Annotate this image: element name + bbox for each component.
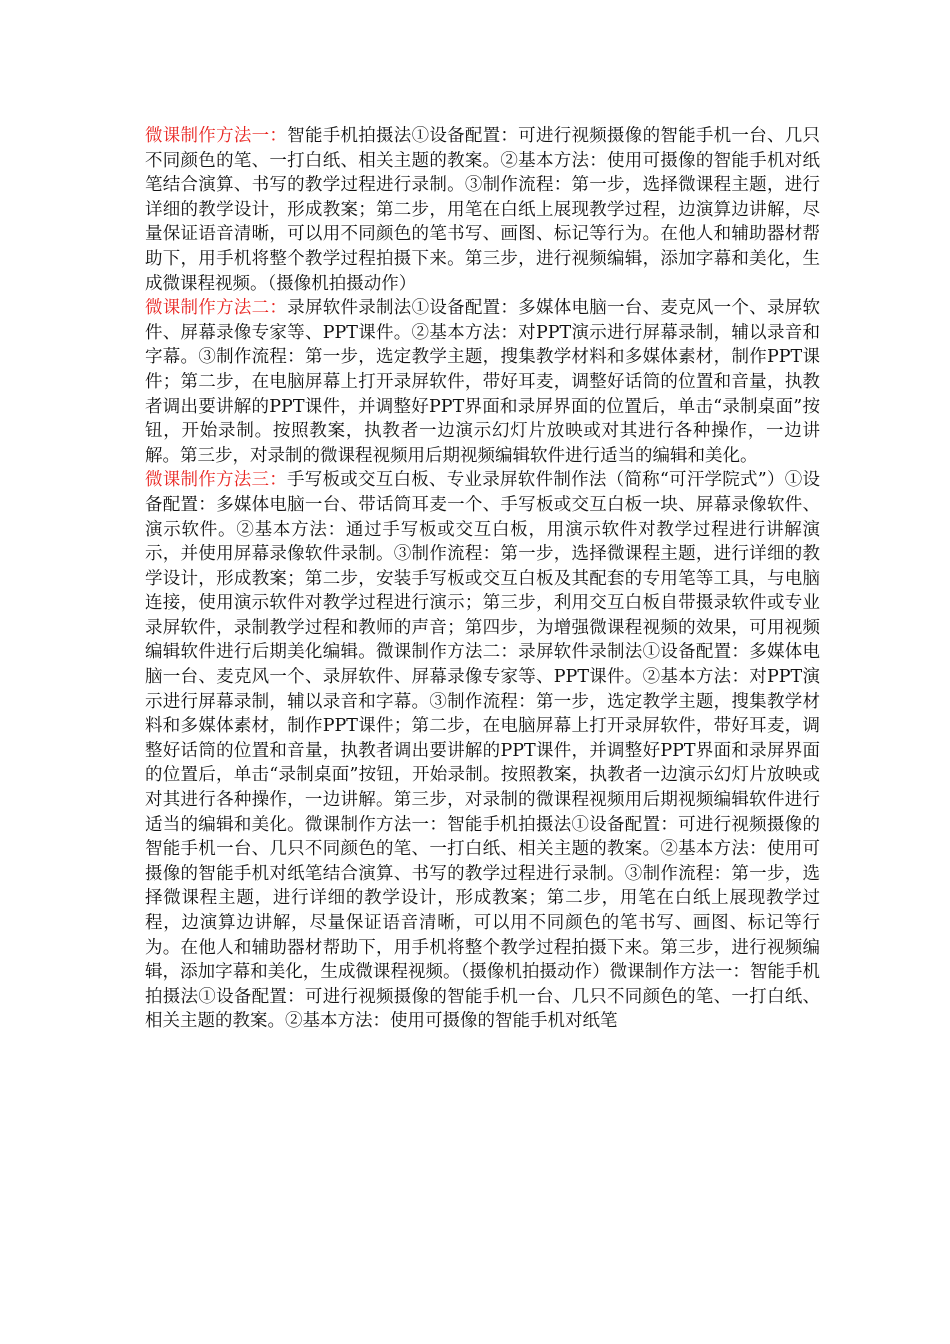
section-body: 智能手机拍摄法①设备配置：可进行视频摄像的智能手机一台、几只不同颜色的笔、一打白纸、相关主题的教案。②基本方法：使用可摄像的智能手机对纸笔结合演算、书写的教学过程进行录制。③制作流程：第一步，选择微课程主题，进行详细的教学设计，形成教案；第二步，用笔在白纸上展现教学过程，边演算边讲解，尽量保证语音清晰，可以用不同颜色的笔书写、画图、标记等行为。在他人和辅助器材帮助下，用手机将整个教学过程拍摄下来。第三步，进行视频编辑，添加字幕和美化，生成微课程视频。（摄像机拍摄动作） xyxy=(145,126,821,294)
section-body: 录屏软件录制法①设备配置：多媒体电脑一台、麦克风一个、录屏软件、屏幕录像专家等、PPT课件。②基本方法：对PPT演示进行屏幕录制，辅以录音和字幕。③制作流程：第一步，选定教学主题，搜集教学材料和多媒体素材，制作PPT课件；第二步，在电脑屏幕上打开录屏软件，带好耳麦，调整好话筒的位置和音量，执教者调出要讲解的PPT课件，并调整好PPT界面和录屏界面的位置后，单击“录制桌面”按钮，开始录制。按照教案，执教者一边演示幻灯片放映或对其进行各种操作，一边讲解。第三步，对录制的微课程视频用后期视频编辑软件进行适当的编辑和美化。 xyxy=(145,298,821,466)
section-method-two xyxy=(145,296,820,468)
section-body: 手写板或交互白板、专业录屏软件制作法（简称“可汗学院式”）①设备配置：多媒体电脑一台、带话筒耳麦一个、手写板或交互白板一块、屏幕录像软件、演示软件。②基本方法：通过手写板或交互白板，用演示软件对教学过程进行讲解演示，并使用屏幕录像软件录制。③制作流程：第一步，选择微课程主题，进行详细的教学设计，形成教案；第二步，安装手写板或交互白板及其配套的专用笔等工具，与电脑连接，使用演示软件对教学过程进行演示；第三步，利用交互白板自带摄录软件或专业录屏软件，录制教学过程和教师的声音；第四步，为增强微课程视频的效果，可用视频编辑软件进行后期美化编辑。微课制作方法二：录屏软件录制法①设备配置：多媒体电脑一台、麦克风一个、录屏软件、屏幕录像专家等、PPT课件。②基本方法：对PPT演示进行屏幕录制，辅以录音和字幕。③制作流程：第一步，选定教学主题，搜集教学材料和多媒体素材，制作PPT课件；第二步，在电脑屏幕上打开录屏软件，带好耳麦，调整好话筒的位置和音量，执教者调出要讲解的PPT课件，并调整好PPT界面和录屏界面的位置后，单击“录制桌面”按钮，开始录制。按照教案，执教者一边演示幻灯片放映或对其进行各种操作，一边讲解。第三步，对录制的微课程视频用后期视频编辑软件进行适当的编辑和美化。微课制作方法一：智能手机拍摄法①设备配置：可进行视频摄像的智能手机一台、几只不同颜色的笔、一打白纸、相关主题的教案。②基本方法：使用可摄像的智能手机对纸笔结合演算、书写的教学过程进行录制。③制作流程：第一步，选择微课程主题，进行详细的教学设计，形成教案；第二步，用笔在白纸上展现教学过程，边演算边讲解，尽量保证语音清晰，可以用不同颜色的笔书写、画图、标记等行为。在他人和辅助器材帮助下，用手机将整个教学过程拍摄下来。第三步，进行视频编辑，添加字幕和美化，生成微课程视频。（摄像机拍摄动作）微课制作方法一：智能手机拍摄法①设备配置：可进行视频摄像的智能手机一台、几只不同颜色的笔、一打白纸、相关主题的教案。②基本方法：使用可摄像的智能手机对纸笔 xyxy=(145,470,820,1032)
section-heading: 微课制作方法三： xyxy=(145,470,288,491)
section-method-one xyxy=(145,124,820,296)
section-method-three xyxy=(145,468,820,1034)
section-heading: 微课制作方法二： xyxy=(145,298,288,319)
document-page xyxy=(145,124,820,1034)
section-heading: 微课制作方法一： xyxy=(145,126,288,146)
